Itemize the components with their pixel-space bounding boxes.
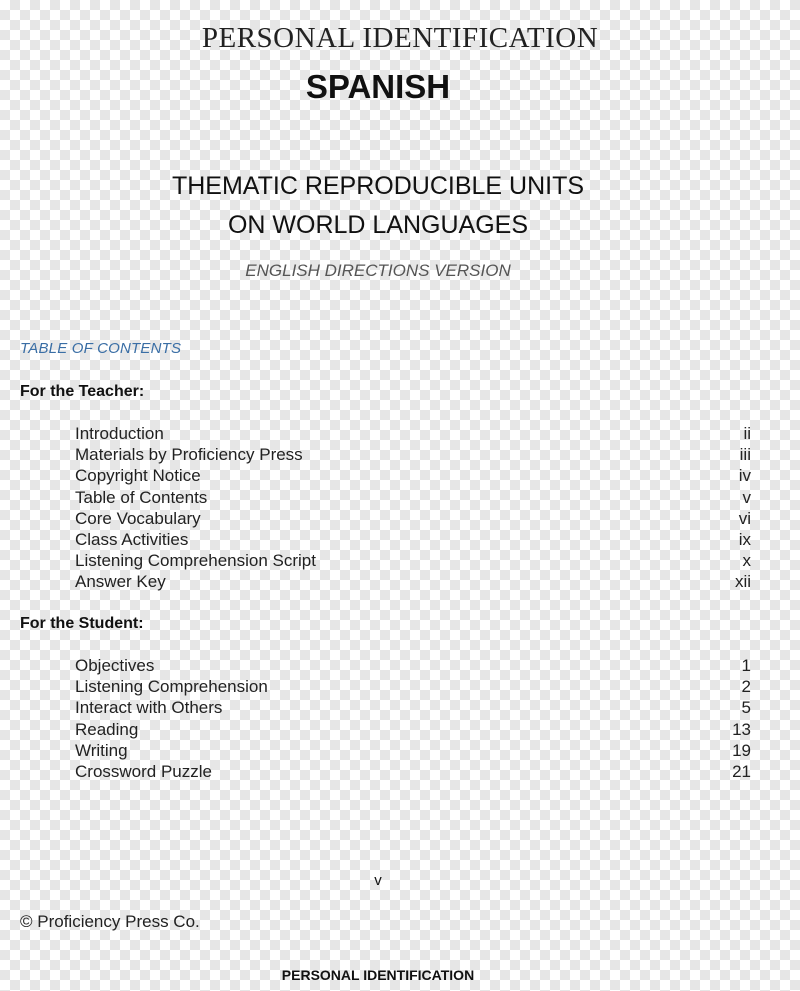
toc-entry	[75, 530, 751, 551]
toc-entry-page: 21	[732, 761, 751, 781]
language-title: SPANISH	[305, 68, 451, 105]
toc-entry-page: iv	[738, 466, 751, 486]
toc-entry-page: 19	[732, 740, 751, 760]
toc-entry-page: x	[742, 551, 751, 571]
series-title: PERSONAL IDENTIFICATION	[201, 22, 599, 54]
toc-entry	[75, 698, 751, 719]
toc-entry	[75, 741, 751, 762]
page-number: v	[374, 872, 382, 889]
toc-entry-label: Table of Contents	[75, 487, 208, 507]
student-toc-list	[75, 656, 751, 783]
toc-entry	[75, 445, 751, 466]
toc-entry	[75, 509, 751, 530]
running-footer-title: PERSONAL IDENTIFICATION	[281, 967, 475, 983]
toc-entry-label: Introduction	[75, 424, 164, 443]
toc-entry	[75, 677, 751, 698]
toc-entry-label: Listening Comprehension Script	[75, 551, 316, 571]
toc-entry-label: Interact with Others	[75, 698, 223, 718]
toc-entry-page: 13	[732, 719, 751, 739]
subtitle-line-1: THEMATIC REPRODUCIBLE UNITS	[171, 172, 585, 200]
toc-entry-page: vi	[738, 508, 751, 528]
toc-entry	[75, 762, 751, 783]
toc-heading: TABLE OF CONTENTS	[20, 340, 182, 357]
student-section-title: For the Student:	[20, 615, 144, 632]
toc-entry	[75, 551, 751, 572]
copyright-notice: © Proficiency Press Co.	[20, 912, 200, 931]
toc-entry-page: ix	[738, 529, 751, 549]
toc-entry	[75, 466, 751, 487]
teacher-section-title: For the Teacher:	[20, 383, 145, 400]
toc-entry	[75, 572, 751, 593]
subtitle-line-2: ON WORLD LANGUAGES	[227, 211, 529, 239]
toc-entry-label: Answer Key	[75, 572, 166, 592]
toc-entry-label: Writing	[75, 740, 128, 760]
toc-entry-page: 5	[741, 698, 751, 718]
toc-entry-label: Listening Comprehension	[75, 677, 268, 697]
toc-entry-label: Materials by Proficiency Press	[75, 445, 303, 465]
toc-entry-page: 1	[741, 656, 751, 675]
toc-entry-label: Copyright Notice	[75, 466, 201, 486]
toc-entry-page: iii	[739, 445, 751, 465]
toc-entry-label: Core Vocabulary	[75, 508, 201, 528]
version-label: ENGLISH DIRECTIONS VERSION	[245, 261, 511, 280]
toc-entry-page: v	[742, 487, 751, 507]
toc-entry-page: 2	[741, 677, 751, 697]
toc-entry	[75, 720, 751, 741]
toc-entry-page: ii	[743, 424, 751, 443]
teacher-toc-list	[75, 424, 751, 594]
toc-entry	[75, 488, 751, 509]
toc-entry-label: Class Activities	[75, 529, 189, 549]
toc-entry-label: Reading	[75, 719, 139, 739]
toc-entry-label: Objectives	[75, 656, 155, 675]
toc-entry	[75, 424, 751, 445]
toc-entry-label: Crossword Puzzle	[75, 761, 212, 781]
toc-entry	[75, 656, 751, 677]
toc-entry-page: xii	[734, 572, 751, 592]
